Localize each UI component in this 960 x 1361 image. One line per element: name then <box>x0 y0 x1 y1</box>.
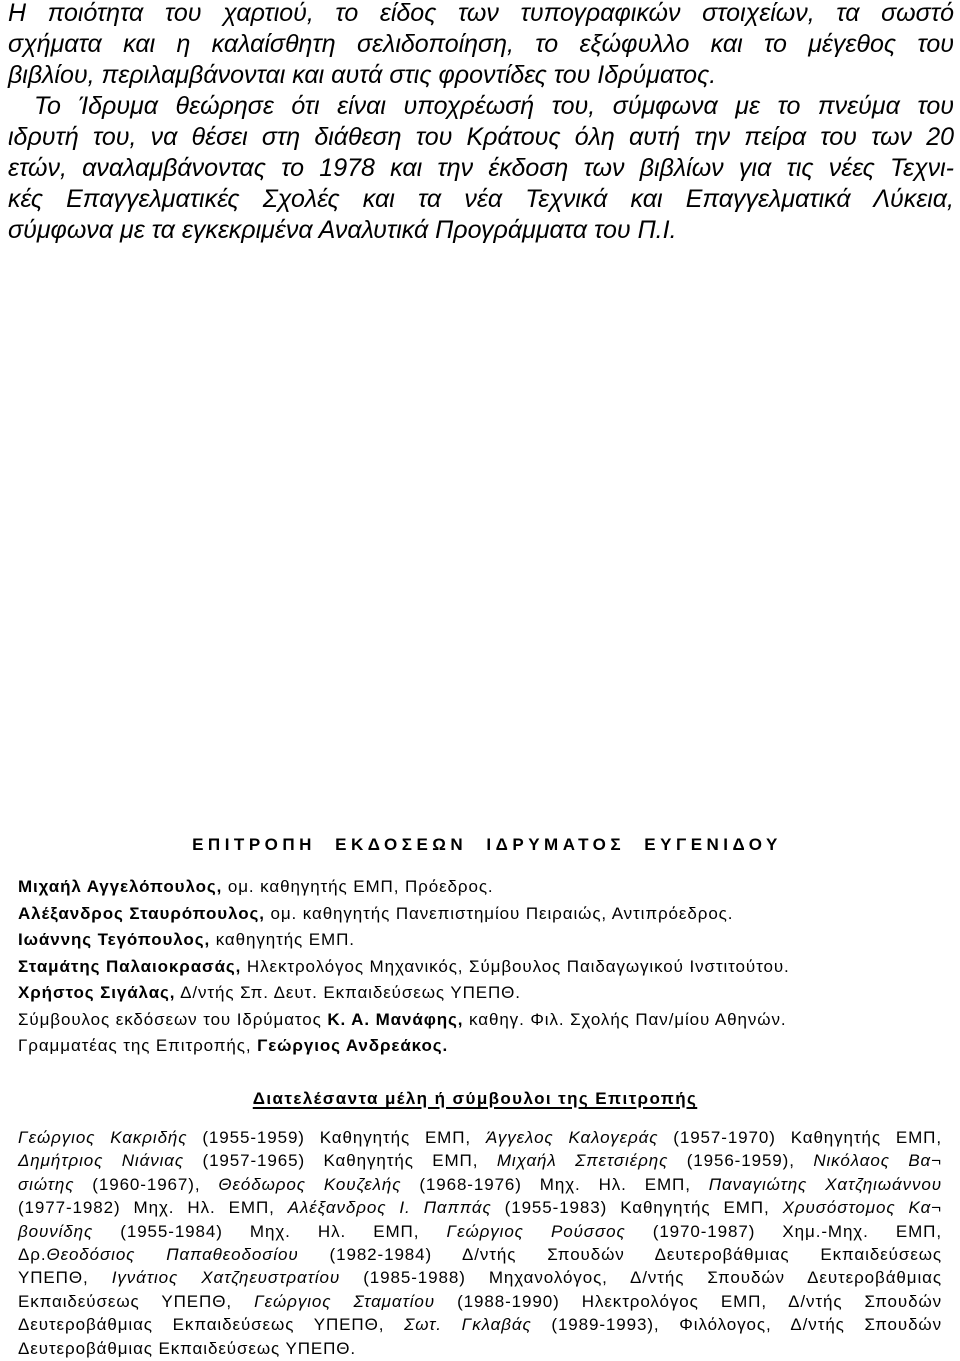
intro-paragraph <box>8 91 954 246</box>
intro-line: σχήματα και η καλαίσθητη σελιδοποίηση, το εξώφυλλο και το μέγεθος του <box>8 30 954 58</box>
former-members-line <box>18 1290 942 1313</box>
line-text: (1960-1967), <box>74 1174 219 1194</box>
committee-member-line <box>18 1033 942 1060</box>
line-text: καθηγητής ΕΜΠ. <box>210 930 355 949</box>
intro-text <box>8 0 954 246</box>
line-text: Γραμματέας της Επιτροπής, <box>18 1036 258 1055</box>
line-text: (1956-1959), <box>668 1151 814 1171</box>
committee-member-list <box>18 874 942 1060</box>
committee-member-line <box>18 901 942 928</box>
former-members-line <box>18 1266 942 1289</box>
person-name: Νικόλαος Βα¬ <box>813 1151 942 1171</box>
line-text: Σύμβουλος εκδόσεων του Ιδρύματος <box>18 1009 328 1029</box>
line-text: (1968-1976) Μηχ. Ηλ. ΕΜΠ, <box>401 1174 709 1194</box>
person-name: Μιχαήλ Σπετσιέρης <box>496 1151 669 1171</box>
line-text: καθηγ. Φιλ. Σχολής Παν/μίου Αθηνών. <box>463 1009 787 1029</box>
line-text: (1955-1959) Καθηγητής ΕΜΠ, <box>187 1128 486 1147</box>
committee-member-line <box>18 927 942 954</box>
person-name: Σωτ. Γκλαβάς <box>404 1315 532 1335</box>
person-name: Χρυσόστομος Κα¬ <box>782 1198 942 1218</box>
line-text: (1957-1970) Καθηγητής ΕΜΠ, <box>658 1128 942 1147</box>
intro-line: σύμφωνα με τα εγκεκριμένα Αναλυτικά Προγράμματα του Π.Ι. <box>8 216 677 244</box>
person-name: Αλέξανδρος Ι. Παππάς <box>287 1198 492 1218</box>
person-name: Παναγιώτης Χατζηιωάννου <box>708 1174 942 1194</box>
person-name: Κ. Α. Μανάφης, <box>327 1009 464 1029</box>
former-members-line <box>18 1173 942 1196</box>
former-members-line <box>18 1126 942 1149</box>
person-name: Γεώργιος Ανδρεάκος. <box>257 1036 449 1055</box>
line-text: Εκπαιδεύσεως ΥΠΕΠΘ, <box>18 1291 255 1311</box>
former-members-paragraph <box>18 1126 942 1360</box>
person-name: Γεώργιος Σταματίου <box>254 1291 436 1311</box>
person-name: Αλέξανδρος Σταυρόπουλος, <box>18 903 265 923</box>
line-text: (1985-1988) Μηχανολόγος, Δ/ντής Σπουδών Δευτεροβάθμιας <box>340 1268 942 1288</box>
former-members-line <box>18 1313 942 1336</box>
line-text: Δευτεροβάθμιας Εκπαιδεύσεως ΥΠΕΠΘ, <box>18 1315 405 1335</box>
person-name: Δημήτριος Νιάνιας <box>18 1151 185 1171</box>
line-text: ομ. καθηγητής Πανεπιστημίου Πειραιώς, Αντιπρόεδρος. <box>264 903 734 923</box>
person-name: Γεώργιος Ρούσσος <box>446 1221 626 1241</box>
intro-line: κές Επαγγελματικές Σχολές και τα νέα Τεχνικά και Επαγγελματικά Λύκεια, <box>8 185 954 213</box>
former-members-line <box>18 1220 942 1243</box>
person-name: Σταμάτης Παλαιοκρασάς, <box>18 956 242 976</box>
line-text: Δ/ντής Σπ. Δευτ. Εκπαιδεύσεως ΥΠΕΠΘ. <box>175 983 521 1002</box>
line-text: (1988-1990) Ηλεκτρολόγος ΕΜΠ, Δ/ντής Σπουδών <box>435 1291 943 1311</box>
person-name: Ιγνάτιος Χατζηευστρατίου <box>111 1268 341 1288</box>
person-name: Μιχαήλ Αγγελόπουλος, <box>18 877 223 896</box>
intro-line: Το Ίδρυμα θεώρησε ότι είναι υποχρέωσή του, σύμφωνα με το πνεύμα του <box>34 92 954 120</box>
person-name: Άγγελος Καλογεράς <box>485 1128 659 1147</box>
line-text: (1989-1993), Φιλόλογος, Δ/ντής Σπουδών <box>531 1315 943 1335</box>
line-text: Δευτεροβάθμιας Εκπαιδεύσεως ΥΠΕΠΘ. <box>18 1338 357 1358</box>
line-text: (1955-1984) Μηχ. Ηλ. ΕΜΠ, <box>93 1221 447 1241</box>
line-text: (1982-1984) Δ/ντής Σπουδών Δευτεροβάθμιας Εκπαιδεύσεως <box>298 1245 942 1265</box>
line-text: (1977-1982) Μηχ. Ηλ. ΕΜΠ, <box>18 1198 288 1218</box>
person-name: βουνίδης <box>18 1221 94 1241</box>
intro-line: βιβλίου, περιλαμβάνονται και αυτά στις φροντίδες του Ιδρύματος. <box>8 61 717 89</box>
former-members-heading <box>18 1086 932 1112</box>
committee-member-line <box>18 980 942 1007</box>
intro-line: Η ποιότητα του χαρτιού, το είδος των τυπογραφικών στοιχείων, τα σωστό <box>8 0 954 27</box>
person-name: Γεώργιος Κακριδής <box>18 1128 188 1147</box>
line-text: Δρ. <box>18 1245 47 1265</box>
person-name: Ιωάννης Τεγόπουλος, <box>18 930 211 949</box>
former-members-line <box>18 1196 942 1219</box>
former-members-line <box>18 1337 942 1360</box>
line-text: (1970-1987) Χημ.-Μηχ. ΕΜΠ, <box>625 1221 942 1241</box>
person-name: Θεόδωρος Κουζελής <box>218 1174 402 1194</box>
committee-member-line <box>18 874 942 901</box>
line-text: (1955-1983) Καθηγητής ΕΜΠ, <box>491 1198 783 1218</box>
person-name: Χρήστος Σιγάλας, <box>18 983 176 1002</box>
person-name: Θεοδόσιος Παπαθεοδοσίου <box>46 1245 299 1265</box>
line-text: Ηλεκτρολόγος Μηχανικός, Σύμβουλος Παιδαγωγικού Ινστιτούτου. <box>241 956 790 976</box>
committee-member-line <box>18 954 942 981</box>
former-members-line <box>18 1149 942 1172</box>
intro-line: ιδρυτή του, να θέσει στη διάθεση του Κράτους όλη αυτή την πείρα του των 20 <box>8 123 954 151</box>
line-text: (1957-1965) Καθηγητής ΕΜΠ, <box>184 1151 497 1171</box>
line-text: ΥΠΕΠΘ, <box>18 1268 112 1288</box>
intro-paragraph <box>8 0 954 91</box>
committee-title: ΕΠΙΤΡΟΠΗ ΕΚΔΟΣΕΩΝ ΙΔΡΥΜΑΤΟΣ ΕΥΓΕΝΙΔΟΥ <box>192 835 782 854</box>
former-members-title: Διατελέσαντα μέλη ή σύμβουλοι της Επιτροπής <box>252 1089 698 1108</box>
person-name: σιώτης <box>18 1174 75 1194</box>
intro-line: ετών, αναλαμβάνοντας το 1978 και την έκδοση των βιβλίων για τις νέες Τεχνι- <box>8 154 954 182</box>
committee-member-line <box>18 1007 942 1034</box>
line-text: ομ. καθηγητής ΕΜΠ, Πρόεδρος. <box>222 877 494 896</box>
former-members-line <box>18 1243 942 1266</box>
